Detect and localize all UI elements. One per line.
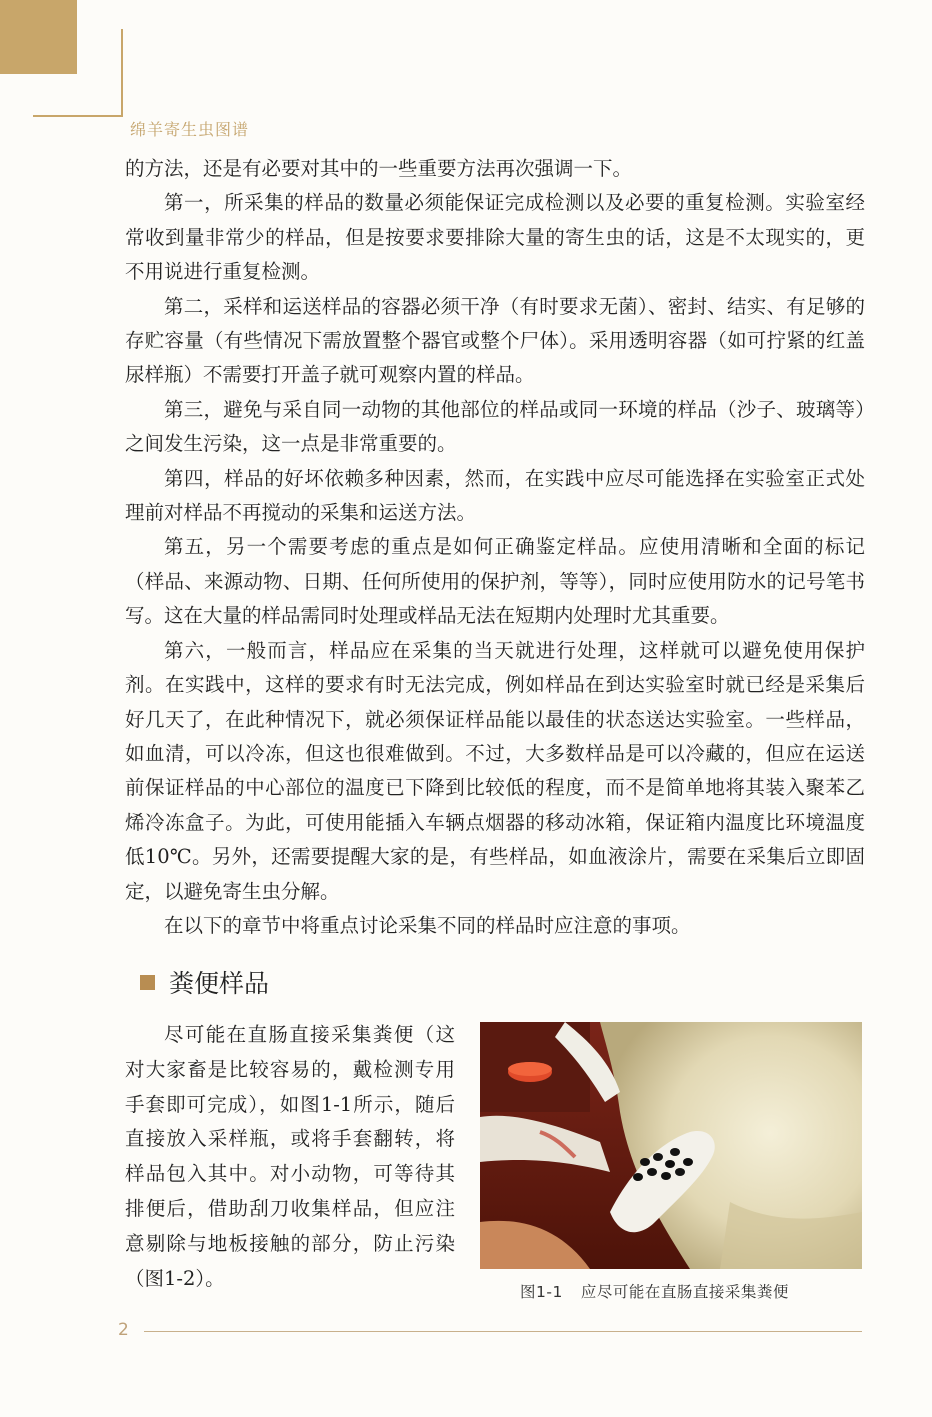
figure-number: 图1-1 xyxy=(520,1283,563,1301)
section-paragraph: 尽可能在直肠直接采集粪便（这对大家畜是比较容易的，戴检测专用手套即可完成），如图1-1所示，随后直接放入采样瓶，或将手套翻转，将样品包入其中。对小动物，可等待其排便后，借助刮刀收集样品，但应注意剔除与地板接触的部分，防止污染（图1-2）。 xyxy=(125,1023,455,1290)
body-text xyxy=(125,152,865,943)
paragraph-point-4: 第四，样品的好坏依赖多种因素，然而，在实践中应尽可能选择在实验室正式处理前对样品不再搅动的采集和运送方法。 xyxy=(125,466,865,525)
paragraph-point-5: 第五，另一个需要考虑的重点是如何正确鉴定样品。应使用清晰和全面的标记（样品、来源动物、日期、任何所使用的保护剂，等等），同时应使用防水的记号笔书写。这在大量的样品需同时处理或样品无法在短期内处理时尤其重要。 xyxy=(125,535,865,628)
section-body xyxy=(125,1018,455,1296)
paragraph-summary: 在以下的章节中将重点讨论采集不同的样品时应注意的事项。 xyxy=(164,913,691,937)
paragraph-point-6: 第六，一般而言，样品应在采集的当天就进行处理，这样就可以避免使用保护剂。在实践中，这样的要求有时无法完成，例如样品在到达实验室时就已经是采集后好几天了，在此种情况下，就必须保证样品能以最佳的状态送达实验室。一些样品，如血清，可以冷冻，但这也很难做到。不过，大多数样品是可以冷藏的，但应在运送前保证样品的中心部位的温度已下降到比较低的程度，而不是简单地将其装入聚苯乙烯冷冻盒子。为此，可使用能插入车辆点烟器的移动冰箱，保证箱内温度比环境温度低10℃。另外，还需要提醒大家的是，有些样品，如血液涂片，需要在采集后立即固定，以避免寄生虫分解。 xyxy=(125,638,865,903)
paragraph-point-1: 第一，所采集的样品的数量必须能保证完成检测以及必要的重复检测。实验室经常收到量非常少的样品，但是按要求要排除大量的寄生虫的话，这是不太现实的，更不用说进行重复检测。 xyxy=(125,191,865,284)
figure-caption xyxy=(520,1280,789,1302)
paragraph-continuation: 的方法，还是有必要对其中的一些重要方法再次强调一下。 xyxy=(125,157,633,180)
section-title: 粪便样品 xyxy=(169,969,270,998)
corner-frame-decoration xyxy=(33,29,123,117)
footer-divider xyxy=(144,1331,862,1332)
page-number: 2 xyxy=(118,1320,129,1340)
figure-photo xyxy=(480,1022,862,1269)
section-marker-icon xyxy=(140,975,155,990)
paragraph-point-2: 第二，采样和运送样品的容器必须干净（有时要求无菌）、密封、结实、有足够的存贮容量（有些情况下需放置整个器官或整个尸体）。采用透明容器（如可拧紧的红盖尿样瓶）不需要打开盖子就可观察内置的样品。 xyxy=(125,294,865,387)
photo-illustration xyxy=(480,1022,862,1269)
figure-caption-text: 应尽可能在直肠直接采集粪便 xyxy=(580,1283,789,1301)
running-head: 绵羊寄生虫图谱 xyxy=(130,120,250,139)
paragraph-point-3: 第三，避免与采自同一动物的其他部位的样品或同一环境的样品（沙子、玻璃等）之间发生污染，这一点是非常重要的。 xyxy=(125,397,865,456)
section-heading xyxy=(140,964,269,1000)
